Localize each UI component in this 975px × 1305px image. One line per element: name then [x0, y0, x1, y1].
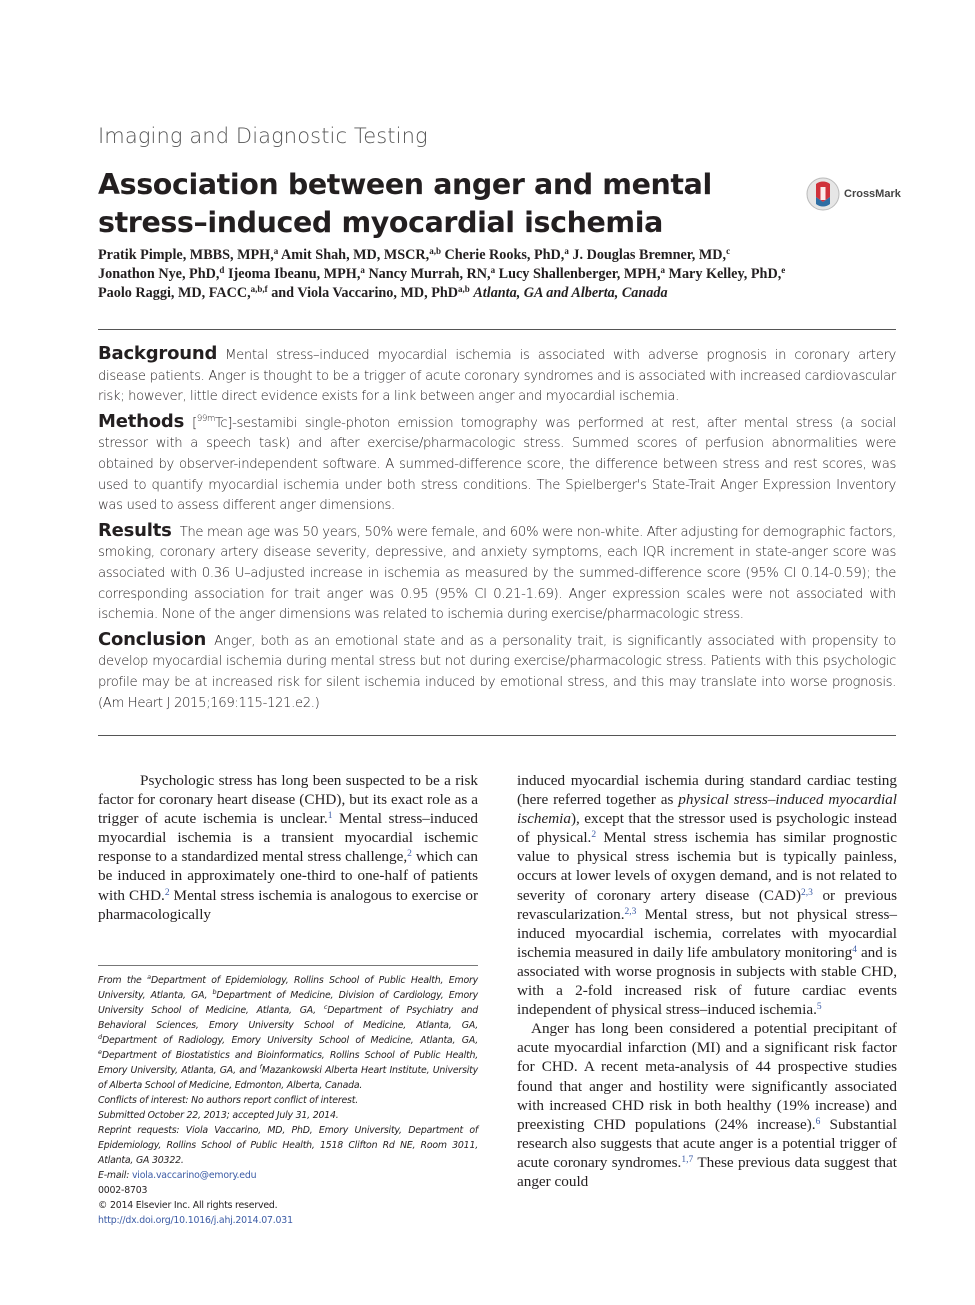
author: Ijeoma Ibeanu, MPH,	[227, 266, 361, 282]
footnote-text: Mazankowski Alberta Heart Institute, University of Alberta School of Medicine, Edmonton, Alberta, Canada.	[98, 1065, 479, 1091]
body-text: Mental stress–induced myocardial ischemia is a transient myocardial ischemic response to a standardized mental stress challenge,	[98, 810, 478, 866]
abstract-text: Anger, both as an emotional state and as a personality trait, is significantly associated with propensity to develop myocardial ischemia during mental stress but not during exercise/pharmacologic stress. Patients with this psychologic profile may be at increased risk for silent ischemia induced by emotional stress, and this may translate into worse prognosis. (Am Heart J 2015;169:115-121.e2.)	[98, 633, 896, 711]
footnote-text: Department of Epidemiology, Rollins School of Public Health, Emory University, Atlanta, GA,	[98, 975, 478, 1001]
affiliation-ref: a,b,f	[250, 284, 268, 294]
abstract-methods	[98, 412, 896, 517]
abstract-background	[98, 344, 896, 408]
author-line-3	[98, 284, 898, 303]
footnotes	[98, 973, 478, 1228]
author: Amit Shah, MD, MSCR,	[281, 247, 430, 263]
affiliation-sup: b	[212, 988, 217, 996]
affiliation-sup: a	[147, 973, 151, 981]
abstract-heading: Background	[98, 343, 218, 364]
affiliation-ref: d	[219, 265, 225, 275]
affiliation-ref: a	[564, 246, 569, 256]
section-label: Imaging and Diagnostic Testing	[98, 124, 428, 148]
body-text: induced myocardial ischemia during standard cardiac testing (here referred together as	[517, 772, 897, 809]
body-text: Psychologic stress has long been suspected to be a risk factor for coronary heart disease (CHD), but its exact role as a trigger of acute ischemia is unclear.	[98, 772, 478, 828]
author: J. Douglas Bremner, MD,	[572, 247, 727, 263]
isotope-sup: 99m	[196, 413, 215, 424]
citation-link[interactable]: 2,3	[801, 887, 813, 898]
citation-link[interactable]: 2	[164, 887, 170, 898]
abstract-text: [	[192, 415, 197, 431]
abstract-heading: Methods	[98, 410, 185, 432]
body-text: or previous revascularization.	[517, 886, 897, 923]
email-line	[98, 1168, 478, 1183]
abstract-heading: Results	[98, 519, 172, 541]
citation-link[interactable]: 5	[816, 1002, 822, 1013]
issn: 0002-8703	[98, 1185, 148, 1196]
affiliation-ref: c	[726, 246, 731, 256]
citation-link[interactable]: 1,7	[681, 1154, 694, 1165]
body-text: ), except that the stressor used is psychologic instead of physical.	[517, 810, 897, 847]
affiliation-ref: a,b	[429, 246, 441, 256]
body-text: which can be induced in approximately one-third to one-half of patients with CHD.	[98, 848, 479, 904]
affiliations	[98, 973, 478, 1093]
divider-bottom	[98, 735, 896, 736]
affiliation-ref: e	[781, 265, 786, 275]
abstract-conclusion	[98, 630, 896, 714]
divider-top	[98, 329, 896, 330]
body-text: Mental stress ischemia has similar prognostic value to physical stress ischemia but is typically painless, occurs at lower levels of oxygen demand, and is not related to severity of coronary artery disease (CAD)	[517, 829, 898, 904]
reprint-requests: Reprint requests: Viola Vaccarino, MD, PhD, Emory University, Department of Epidemiology, Rollins School of Public Health, 1518 Clifton Rd NE, Room 3011, Atlanta, GA 30322.	[98, 1125, 478, 1166]
author: Lucy Shallenberger, MPH,	[498, 266, 661, 282]
body-text: Anger has long been considered a potential precipitant of acute myocardial infarction (MI) and a significant risk factor for CHD. A recent meta-analysis of 44 prospective studies found that anger and hostility were significantly associated with increased CHD risk in both healthy (19% increase) and preexisting CHD populations (24% increase).	[517, 1020, 897, 1133]
body-text: and is associated with worse prognosis in subjects with stable CHD, with a 2-fold increased risk of future cardiac events independent of physical stress–induced ischemia.	[517, 943, 897, 1019]
body-text: Mental stress ischemia is analogous to exercise or pharmacologically	[98, 886, 478, 923]
copyright: © 2014 Elsevier Inc. All rights reserved.	[98, 1200, 278, 1211]
author: Nancy Murrah, RN,	[368, 266, 491, 282]
affiliation-ref: a,b	[458, 284, 470, 294]
submission-dates: Submitted October 22, 2013; accepted July 31, 2014.	[98, 1110, 339, 1121]
abstract-text: Mental stress–induced myocardial ischemia is associated with adverse prognosis in coronary artery disease patients. Anger is thought to be a trigger of acute coronary syndromes and is associated with increased cardiovascular risk; however, little direct evidence exists for a link between anger and myocardial ischemia.	[98, 348, 896, 405]
body-paragraph	[517, 1019, 897, 1191]
affiliation-ref: a	[490, 265, 496, 275]
abstract-text: Tc]-sestamibi single-photon emission tomography was performed at rest, after mental stress (a social stressor with a speech task) and after exercise/pharmacologic stress. Summed scores of perfusion abnormalities were obtained by observer-independent software. A summed-difference score, the difference between stress and rest scores, was used to quantify myocardial ischemia under both stress conditions. The Spielberger's State-Trait Anger Expression Inventory was used to assess different anger dimensions.	[98, 415, 896, 514]
citation-link[interactable]: 2,3	[624, 906, 637, 917]
abstract	[98, 344, 896, 718]
footnote-text: Department of Medicine, Division of Cardiology, Emory University School of Medicine, Atlanta, GA,	[98, 990, 478, 1016]
citation-link[interactable]: 2	[591, 830, 597, 841]
email-link[interactable]: viola.vaccarino@emory.edu	[131, 1170, 257, 1181]
citation-link[interactable]: 2	[407, 849, 412, 860]
author: Paolo Raggi, MD, FACC,	[98, 285, 251, 301]
author-list	[98, 246, 898, 303]
citation-link[interactable]: 1	[327, 811, 333, 822]
author: Pratik Pimple, MBBS, MPH,	[98, 247, 274, 263]
author: Cherie Rooks, PhD,	[444, 247, 565, 263]
doi-link[interactable]: http://dx.doi.org/10.1016/j.ahj.2014.07.031	[98, 1215, 293, 1226]
body-text: These previous data suggest that anger could	[517, 1153, 897, 1190]
footnote-text: Department of Radiology, Emory University School of Medicine, Atlanta, GA,	[101, 1035, 478, 1046]
footnote-text: Department of Psychiatry and Behavioral Sciences, Emory University School of Medicine, Atlanta, GA,	[98, 1005, 478, 1031]
abstract-text: The mean age was 50 years, 50% were female, and 60% were non-white. After adjusting for demographic factors, smoking, coronary artery disease severity, depressive, and anxiety symptoms, each IQR increment in state-anger score was associated with 0.36 U–adjusted increase in ischemia as measured by the summed-difference score (95% CI 0.14-0.59); the corresponding association for trait anger was 0.95 (95% CI 0.21-1.69). Anger expression scales were not associated with ischemia. None of the anger dimensions was related to ischemia during exercise/pharmacologic stress.	[98, 524, 896, 623]
citation-link[interactable]: 6	[815, 1116, 821, 1127]
author: Jonathon Nye, PhD,	[98, 266, 220, 282]
abstract-results	[98, 521, 896, 626]
author: Mary Kelley, PhD,	[668, 266, 782, 282]
conflicts-note: Conflicts of interest: No authors report conflict of interest.	[98, 1095, 358, 1106]
footnote-text: Department of Biostatistics and Bioinformatics, Rollins School of Public Health, Emory University, Atlanta, GA, and	[98, 1050, 478, 1076]
affiliation-sup: c	[323, 1003, 328, 1011]
author-location: Atlanta, GA and Alberta, Canada	[473, 285, 668, 301]
footnote-divider	[98, 965, 478, 966]
affiliation-ref: a	[660, 265, 665, 275]
citation-link[interactable]: 4	[852, 944, 857, 955]
author-line-2	[98, 265, 898, 284]
author-line-1	[98, 246, 898, 265]
crossmark-icon	[806, 177, 840, 211]
article-title: Association between anger and mental stress–induced myocardial ischemia	[98, 168, 712, 239]
crossmark-label: CrossMark	[844, 188, 901, 200]
body-column-right	[517, 771, 897, 1191]
body-text: Mental stress, but not physical stress–induced myocardial ischemia, correlates with myocardial ischemia measured in daily life ambulatory monitoring	[517, 905, 897, 961]
author: and Viola Vaccarino, MD, PhD	[271, 285, 459, 301]
affiliation-sup: d	[98, 1033, 102, 1041]
affiliation-ref: a	[273, 246, 279, 256]
affiliation-sup: f	[259, 1063, 262, 1071]
affiliation-sup: e	[98, 1048, 102, 1056]
affiliation-ref: a	[360, 265, 365, 275]
body-column-left	[98, 771, 478, 924]
body-emphasis: physical stress–induced myocardial ischemia	[517, 791, 897, 828]
body-paragraph	[517, 771, 897, 1019]
body-text: Substantial research also suggests that acute anger is a potential trigger of acute coronary syndromes.	[517, 1115, 898, 1171]
email-label: E-mail:	[98, 1170, 132, 1181]
crossmark-badge[interactable]	[806, 177, 901, 211]
footnote-text: From the	[98, 975, 148, 986]
abstract-heading: Conclusion	[98, 628, 207, 650]
